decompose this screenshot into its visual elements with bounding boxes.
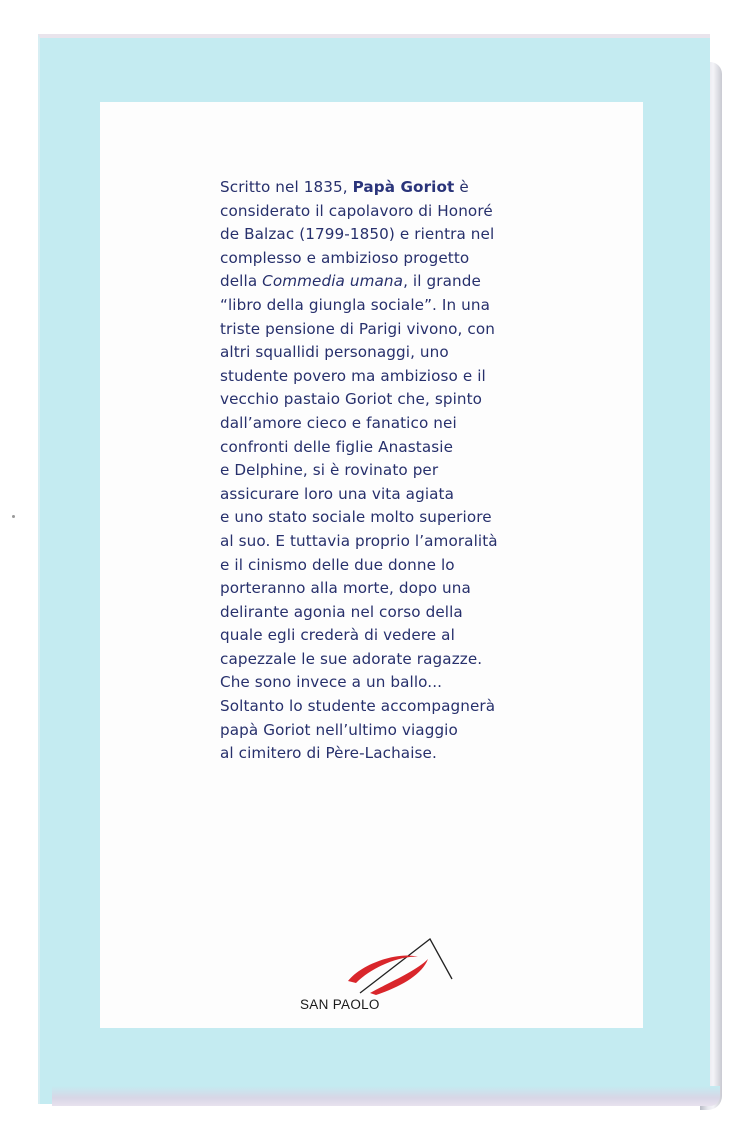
blurb-line: Scritto nel 1835, Papà Goriot è <box>220 178 469 196</box>
blurb-line: vecchio pastaio Goriot che, spinto <box>220 390 483 409</box>
blurb-line: “libro della giungla sociale”. In una <box>220 295 490 314</box>
blurb-line: complesso e ambizioso progetto <box>220 248 470 267</box>
blurb-line: altri squallidi personaggi, uno <box>220 343 449 362</box>
dust-speck <box>12 515 15 518</box>
publisher-logo <box>300 935 460 1025</box>
blurb-line: delirante agonia nel corso della <box>220 602 463 621</box>
blurb-line: de Balzac (1799-1850) e rientra nel <box>220 225 495 244</box>
back-cover-blurb <box>220 176 550 766</box>
blurb-line: considerato il capolavoro di Honoré <box>220 201 493 220</box>
blurb-line: e uno stato sociale molto superiore <box>220 508 492 527</box>
work-title: Commedia umana <box>262 272 404 291</box>
blurb-line: Che sono invece a un ballo... <box>220 673 443 692</box>
blurb-line: e il cinismo delle due donne lo <box>220 555 455 574</box>
blurb-line: capezzale le sue adorate ragazze. <box>220 649 483 668</box>
blurb-line: triste pensione di Parigi vivono, con <box>220 319 495 338</box>
blurb-line: Soltanto lo studente accompagnerà <box>220 697 496 716</box>
blurb-line: della Commedia umana, il grande <box>220 272 481 291</box>
blurb-line: porteranno alla morte, dopo una <box>220 579 471 598</box>
blurb-line: dall’amore cieco e fanatico nei <box>220 413 457 432</box>
blurb-line: studente povero ma ambizioso e il <box>220 366 486 385</box>
blurb-line: quale egli crederà di vedere al <box>220 626 455 645</box>
publisher-name: SAN PAOLO <box>300 997 380 1012</box>
san-paolo-sword-swoosh-icon <box>300 935 460 999</box>
blurb-line: e Delphine, si è rovinato per <box>220 461 439 480</box>
book-title: Papà Goriot <box>352 178 455 196</box>
blurb-line: assicurare loro una vita agiata <box>220 484 455 503</box>
blurb-line: confronti delle figlie Anastasie <box>220 437 454 456</box>
blurb-line: papà Goriot nell’ultimo viaggio <box>220 720 458 739</box>
blurb-line: al cimitero di Père-Lachaise. <box>220 744 437 763</box>
book-bottom-edge <box>52 1086 720 1106</box>
blurb-line: al suo. E tuttavia proprio l’amoralità <box>220 531 498 550</box>
